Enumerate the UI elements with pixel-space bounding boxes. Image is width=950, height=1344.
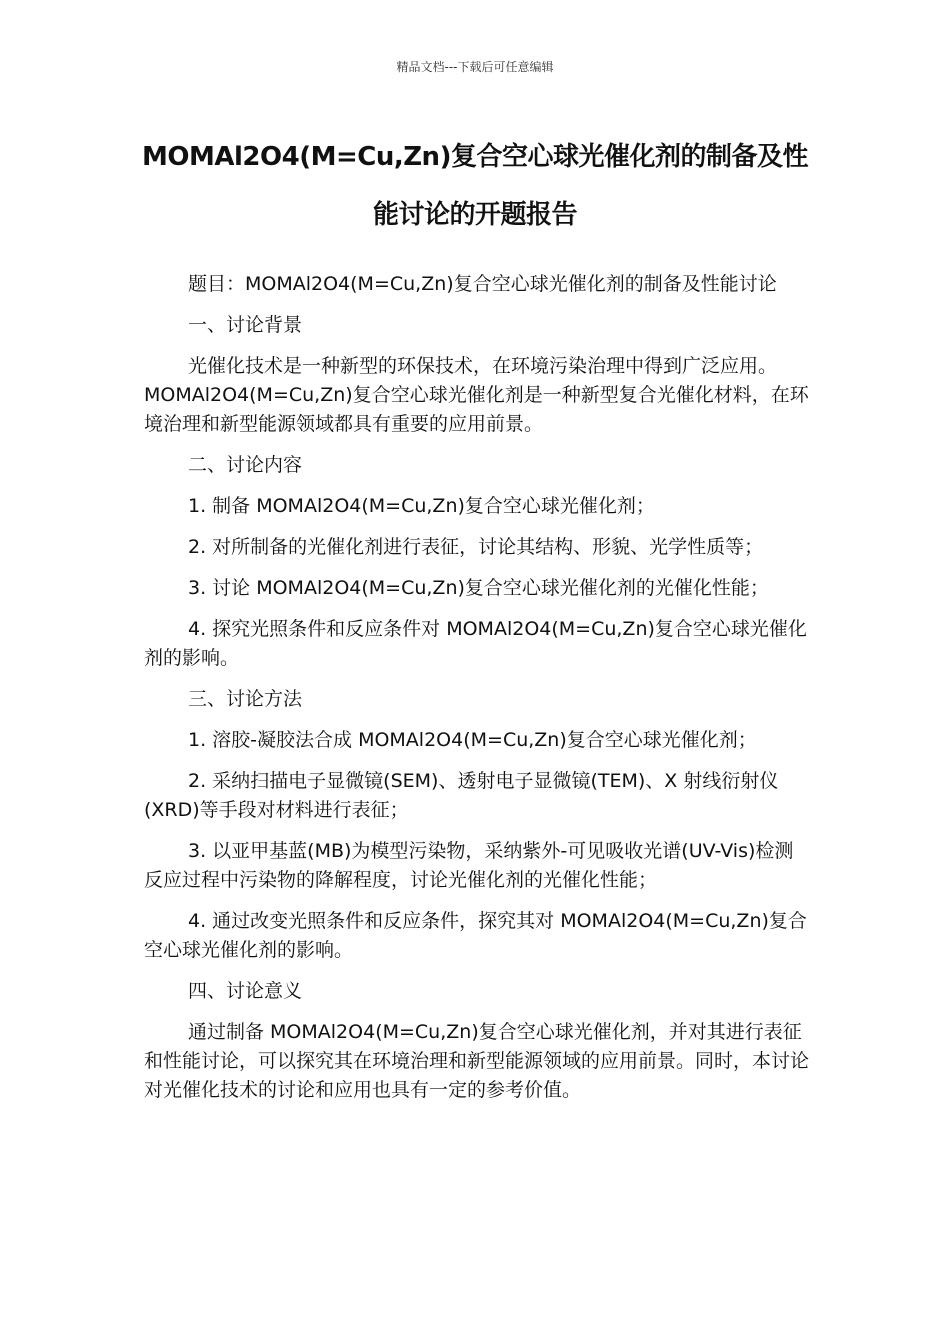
content-item-2: 2. 对所制备的光催化剂进行表征，讨论其结构、形貌、光学性质等； [188, 536, 764, 558]
section-heading-content: 二、讨论内容 [188, 454, 303, 476]
method-item-3: 3. 以亚甲基蓝(MB)为模型污染物，采纳紫外-可见吸收光谱(UV-Vis)检测反应过程中污染物的降解程度，讨论光催化剂的光催化性能； [144, 840, 794, 891]
method-item-2: 2. 采纳扫描电子显微镜(SEM)、透射电子显微镜(TEM)、X 射线衍射仪(XRD)等手段对材料进行表征； [144, 770, 779, 821]
method-item-1: 1. 溶胶-凝胶法合成 MOMAl2O4(M=Cu,Zn)复合空心球光催化剂； [188, 729, 757, 751]
section-heading-significance: 四、讨论意义 [188, 980, 303, 1002]
content-item-1: 1. 制备 MOMAl2O4(M=Cu,Zn)复合空心球光催化剂； [188, 495, 655, 517]
document-body [144, 270, 812, 1117]
significance-paragraph: 通过制备 MOMAl2O4(M=Cu,Zn)复合空心球光催化剂，并对其进行表征和性能讨论，可以探究其在环境治理和新型能源领域的应用前景。同时，本讨论对光催化技术的讨论和应用也具有一定的参考价值。 [144, 1021, 810, 1101]
section-heading-background: 一、讨论背景 [188, 314, 303, 336]
topic-paragraph: 题目：MOMAl2O4(M=Cu,Zn)复合空心球光催化剂的制备及性能讨论 [188, 273, 777, 295]
background-paragraph: 光催化技术是一种新型的环保技术，在环境污染治理中得到广泛应用。MOMAl2O4(M=Cu,Zn)复合空心球光催化剂是一种新型复合光催化材料，在环境治理和新型能源领域都具有重要的应用前景。 [144, 355, 809, 435]
content-item-3: 3. 讨论 MOMAl2O4(M=Cu,Zn)复合空心球光催化剂的光催化性能； [188, 577, 769, 599]
method-item-4: 4. 通过改变光照条件和反应条件，探究其对 MOMAl2O4(M=Cu,Zn)复合空心球光催化剂的影响。 [144, 910, 807, 961]
document-title: MOMAl2O4(M=Cu,Zn)复合空心球光催化剂的制备及性能讨论的开题报告 [142, 142, 808, 230]
content-item-4: 4. 探究光照条件和反应条件对 MOMAl2O4(M=Cu,Zn)复合空心球光催化剂的影响。 [144, 618, 807, 669]
section-heading-method: 三、讨论方法 [188, 688, 303, 710]
header-note: 精品文档---下载后可任意编辑 [396, 60, 554, 74]
